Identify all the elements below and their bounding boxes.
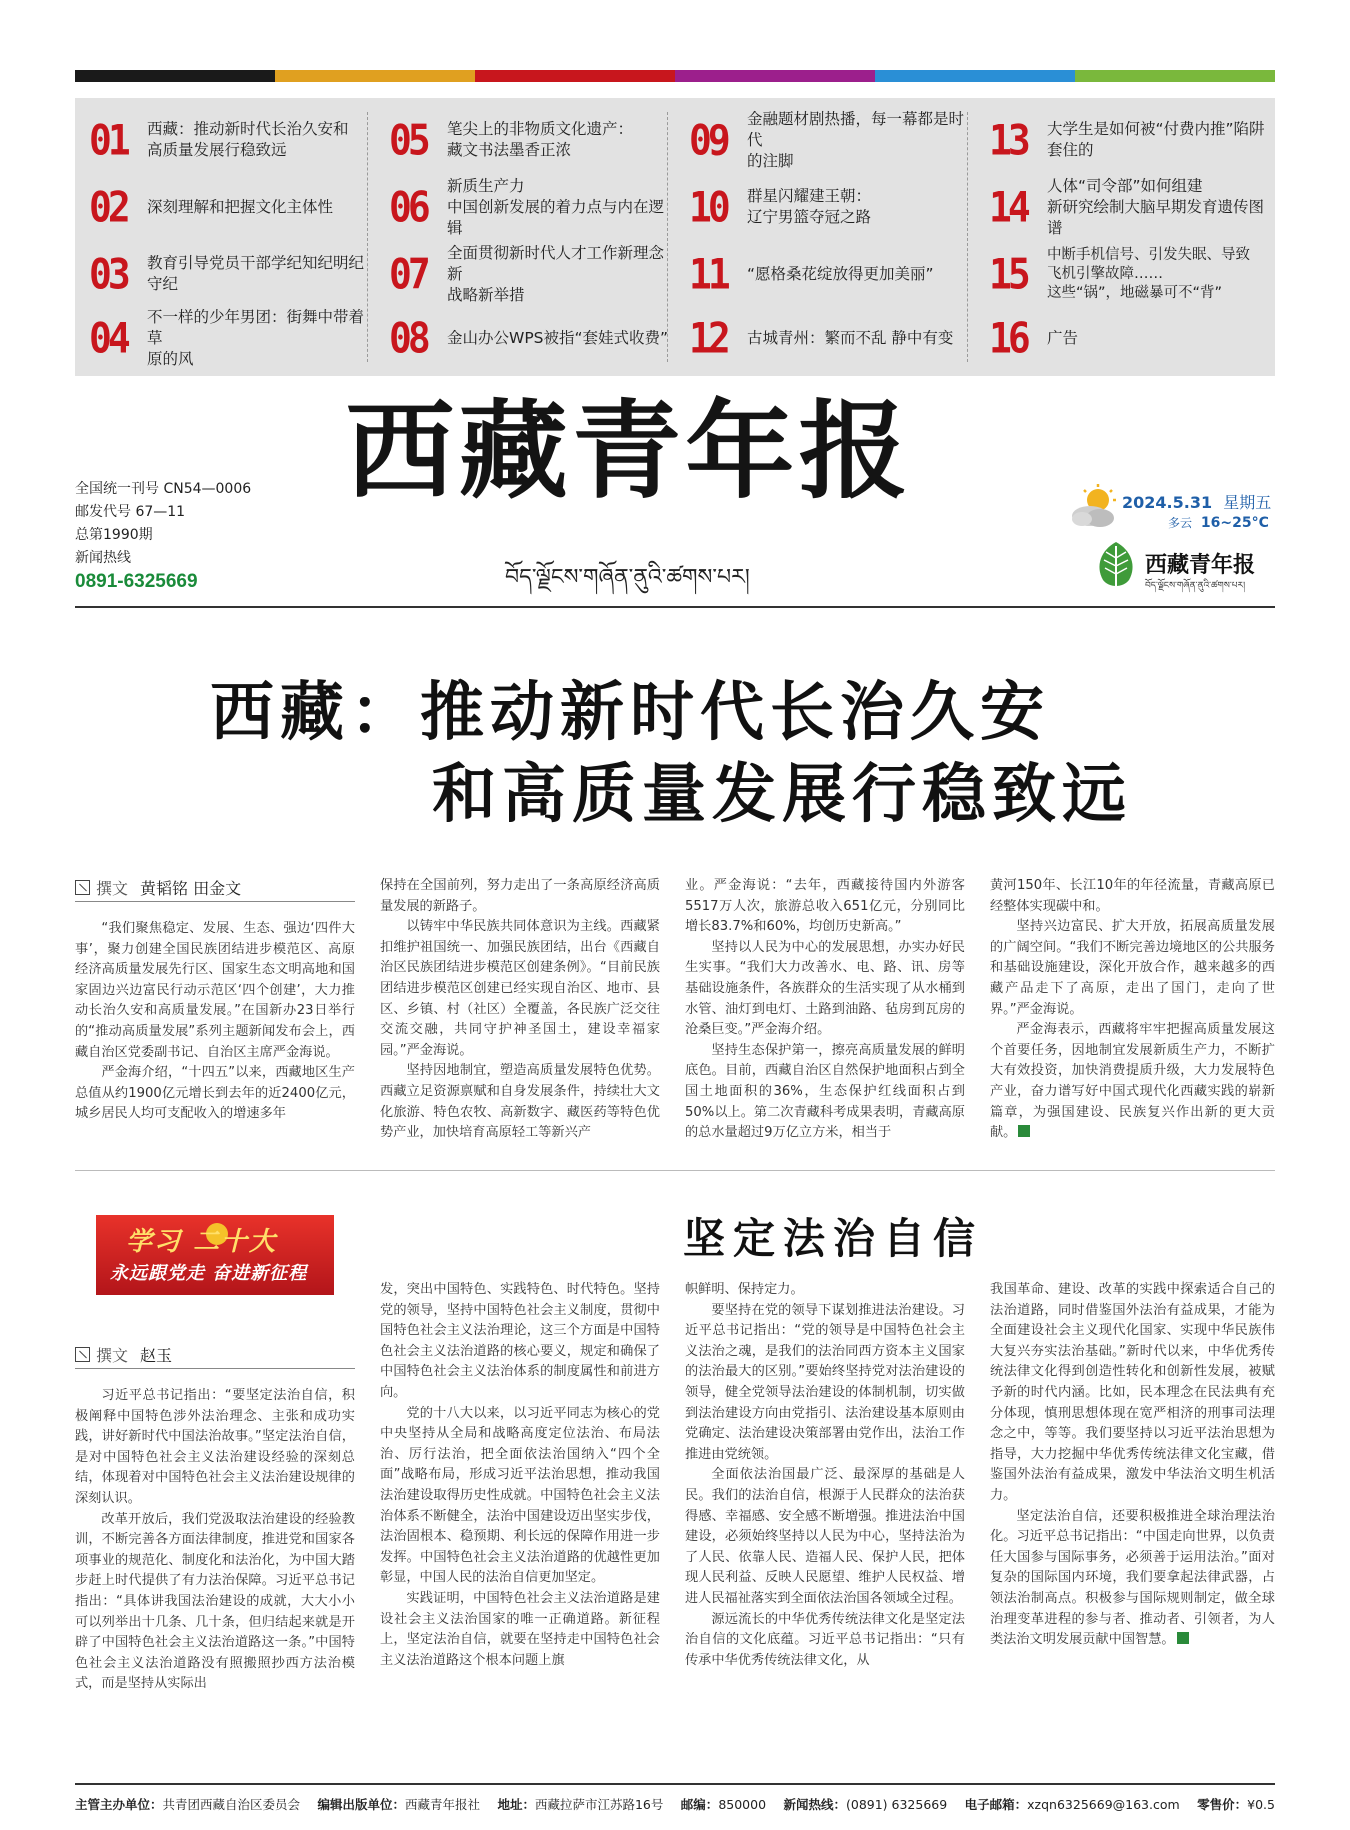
paragraph: 习近平总书记指出：“要坚定法治自信，积极阐释中国特色涉外法治理念、主张和成功实践，讲好新时代中国法治故事。”坚定法治自信，是对中国特色社会主义法治建设经验的深刻总结，体现着对中国特色社会主义法治建设规律的深刻认识。 [75,1388,355,1506]
toc-item[interactable] [989,110,1279,170]
color-segment [475,70,675,82]
paragraph: 帜鲜明、保持定力。 [685,1282,804,1297]
toc-column [375,110,675,366]
postal-code: 邮发代号 67—11 [75,504,186,520]
paragraph: 改革开放后，我们党汲取法治建设的经验教训，不断完善各方面法律制度，推进党和国家各项事业的规范化、制度化和法治化，为中国大踏步赶上时代提供了有力法治保障。习近平总书记指出：“具体讲我国法治建设的成就，大大小小可以列举出十几条、几十条，但归结起来就是开辟了中国特色社会主义法治道路这一条。”中国特色社会主义法治道路没有照搬照抄西方法治模式，而是坚持从实际出 [75,1511,355,1692]
front-headline [210,672,1220,836]
banner-line2: 永远跟党走 奋进新征程 [110,1263,308,1284]
toc-title: “愿格桑花绽放得更加美丽” [747,264,934,283]
footer-value: 共青团西藏自治区委员会 [162,1797,301,1812]
toc-page-number: 01 [89,115,127,165]
footer-item [317,1795,480,1813]
toc-divider [667,112,668,362]
toc-title: 不一样的少年男团：街舞中带着草 原的风 [147,307,365,368]
article1-byline [75,876,241,899]
toc-item[interactable] [389,244,679,304]
color-segment [1075,70,1275,82]
pen-icon [75,1347,90,1362]
toc-item[interactable] [89,244,379,304]
toc-title: 教育引导党员干部学纪知纪明纪 守纪 [147,254,365,293]
issue-date [1122,490,1271,513]
footer-value: ¥0.5 [1247,1797,1275,1812]
article1-column-1 [75,919,355,1125]
footer-value: 西藏拉萨市江苏路16号 [534,1797,664,1812]
end-mark-icon [1177,1632,1189,1644]
toc-title: 西藏：推动新时代长治久安和 高质量发展行稳致远 [147,120,349,159]
footer-label: 电子邮箱： [964,1797,1028,1812]
toc-item[interactable] [689,110,979,170]
toc-page-number: 03 [89,249,127,299]
paragraph: 保持在全国前列，努力走出了一条高原经济高质量发展的新路子。 [380,878,660,914]
toc-item[interactable] [89,308,379,368]
cloudy-sun-icon [1068,484,1120,530]
temperature-range: 16~25°C [1200,515,1269,531]
toc-page-number: 14 [989,182,1027,232]
toc-title: 大学生是如何被“付费内推”陷阱 套住的 [1047,120,1265,159]
footer-item [1197,1795,1275,1813]
paragraph: 严金海介绍，“十四五”以来，西藏地区生产总值从约1900亿元增长到去年的近2400亿元，城乡居民人均可支配收入的增速多年 [75,1065,355,1122]
color-segment [875,70,1075,82]
paragraph: 坚持因地制宜，塑造高质量发展特色优势。西藏立足资源禀赋和自身发展条件，持续壮大文化旅游、特色农牧、高新数字、藏医药等特色优势产业，加快培育高原轻工等新兴产 [380,1063,660,1141]
toc-title: 金山办公WPS被指“套娃式收费” [447,328,669,347]
byline-authors: 赵玉 [140,1346,173,1365]
footer-value: (0891) 6325669 [845,1797,948,1812]
toc-item[interactable] [389,308,679,368]
footer-info [75,1795,1275,1813]
paragraph: 源远流长的中华优秀传统法律文化是坚定法治自信的文化底蕴。习近平总书记指出：“只有传承中华优秀传统法律文化，从 [685,1611,965,1668]
toc-page-number: 09 [689,115,727,165]
footer-label: 零售价： [1197,1797,1248,1812]
issue-number: 总第1990期 [75,527,153,543]
headline-line1: 西藏：推动新时代长治久安 [210,676,1050,750]
top-color-bar [75,70,1275,82]
toc-page-number: 04 [89,313,127,363]
footer-item [965,1795,1180,1813]
footer-item [75,1795,300,1813]
issn: 全国统一刊号 CN54—0006 [75,481,252,497]
toc-title: 全面贯彻新时代人才工作新理念新 战略新举措 [447,243,665,304]
leaf-logo-icon [1093,540,1139,590]
toc-title: 中断手机信号、引发失眠、导致 飞机引擎故障…… 这些“锅”，地磁暴可不“背” [1047,246,1250,301]
toc-item[interactable] [389,110,679,170]
paragraph: 黄河150年、长江10年的年径流量，青藏高原已经整体实现碳中和。 [990,878,1275,914]
toc-column [975,110,1275,366]
paragraph: 要坚持在党的领导下谋划推进法治建设。习近平总书记指出：“党的领导是中国特色社会主义法治之魂，是我们的法治同西方资本主义国家的法治最大的区别。”要始终坚持党对法治建设的领导，健全党领导法治建设的体制机制，切实做到法治建设方向由党指引、法治建设基本原则由党确定、法治建设决策部署由党作出，法治工作推进由党统领。 [685,1302,965,1462]
article1-column-4 [990,876,1275,1144]
table-of-contents [75,98,1275,376]
weekday-text: 星期五 [1223,493,1272,512]
byline-label: 撰文 [96,1346,129,1365]
article2-column-4 [990,1280,1275,1651]
article2-column-3 [685,1280,965,1671]
toc-item[interactable] [989,244,1279,304]
paragraph: 严金海表示，西藏将牢牢把握高质量发展这个首要任务，因地制宜发展新质生产力，不断扩大有效投资，加快消费提质升级，大力发展特色产业，奋力谱写好中国式现代化西藏实践的崭新篇章，为强国建设、民族复兴作出新的更大贡献。 [990,1022,1275,1141]
toc-page-number: 12 [689,313,727,363]
publication-info [75,478,251,593]
toc-page-number: 15 [989,249,1027,299]
footer-item [497,1795,663,1813]
banner-line1: 学习 二十大 [126,1227,278,1257]
masthead-rule [75,606,1275,608]
color-segment [675,70,875,82]
toc-divider [367,112,368,362]
paragraph: 坚持以人民为中心的发展思想，办实办好民生实事。“我们大力改善水、电、路、讯、房等基础设施条件，各族群众的生活实现了从水桶到水管、油灯到电灯、土路到油路、毡房到瓦房的沧桑巨变。”严金海介绍。 [685,939,965,1038]
toc-item[interactable] [989,177,1279,237]
paragraph: 实践证明，中国特色社会主义法治道路是建设社会主义法治国家的唯一正确道路。新征程上，坚定法治自信，就要在坚持走中国特色社会主义法治道路这个根本问题上旗 [380,1590,660,1668]
toc-page-number: 16 [989,313,1027,363]
footer-item [783,1795,947,1813]
toc-item[interactable] [89,177,379,237]
article2-column-1 [75,1386,355,1695]
logo-text: 西藏青年报 [1145,552,1256,578]
toc-page-number: 06 [389,182,427,232]
hotline-number: 0891-6325669 [75,571,198,592]
masthead-title: 西藏青年报 [345,388,912,513]
date-text: 2024.5.31 [1122,493,1213,512]
toc-title: 金融题材剧热播，每一幕都是时代 的注脚 [747,109,965,170]
toc-item[interactable] [689,177,979,237]
study-banner [96,1215,334,1295]
headline-line2: 和高质量发展行稳致远 [432,758,1132,832]
toc-page-number: 08 [389,313,427,363]
byline-rule [75,1368,355,1369]
toc-page-number: 02 [89,182,127,232]
toc-item[interactable] [389,177,679,237]
toc-page-number: 11 [689,249,727,299]
byline-label: 撰文 [96,879,129,898]
toc-title: 人体“司令部”如何组建 新研究绘制大脑早期发育遗传图谱 [1047,176,1265,237]
toc-item[interactable] [89,110,379,170]
footer-value: 西藏青年报社 [404,1797,480,1812]
article1-column-3 [685,876,965,1144]
hotline-label: 新闻热线 [75,550,131,566]
toc-page-number: 05 [389,115,427,165]
article2-title: 坚定法治自信 [683,1214,984,1263]
footer-rule [75,1783,1275,1785]
footer-label: 新闻热线： [783,1797,846,1812]
toc-item[interactable] [689,244,979,304]
footer-value: xzqn6325669@163.com [1027,1797,1180,1812]
paragraph: 党的十八大以来，以习近平同志为核心的党中央坚持从全局和战略高度定位法治、布局法治、厉行法治，把全面依法治国纳入“四个全面”战略布局，形成习近平法治思想，推动我国法治建设取得历史性成就。中国特色社会主义法治体系不断健全，法治中国建设迈出坚实步伐，法治固根本、稳预期、利长远的保障作用进一步发挥。中国特色社会主义法治道路的优越性更加彰显，中国人民的法治自信更加坚定。 [380,1405,660,1586]
byline-rule [75,901,355,902]
footer-label: 地址： [497,1797,535,1812]
footer-value: 850000 [718,1797,767,1812]
footer-label: 邮编： [680,1797,719,1812]
color-segment [275,70,475,82]
toc-title: 广告 [1047,328,1079,347]
footer-label: 编辑出版单位： [317,1797,405,1812]
weather-condition: 多云 [1168,516,1193,530]
paragraph: “我们聚焦稳定、发展、生态、强边‘四件大事’，聚力创建全国民族团结进步模范区、高原经济高质量发展先行区、国家生态文明高地和国家固边兴边富民行动示范区‘四个创建’，大力推动长治久安和高质量发展。”在国新办23日举行的“推动高质量发展”系列主题新闻发布会上，西藏自治区党委副书记、自治区主席严金海说。 [75,921,355,1060]
toc-page-number: 10 [689,182,727,232]
toc-page-number: 07 [389,249,427,299]
toc-column [675,110,975,366]
paragraph: 坚持兴边富民、扩大开放，拓展高质量发展的广阔空间。“我们不断完善边境地区的公共服务和基础设施建设，深化开放合作，越来越多的西藏产品走下了高原，走出了国门，走向了世界。”严金海说。 [990,919,1275,1017]
article2-column-2 [380,1280,660,1671]
toc-column [75,110,375,366]
article1-column-2 [380,876,660,1144]
toc-title: 新质生产力 中国创新发展的着力点与内在逻辑 [447,176,665,237]
newspaper-logo [1093,540,1278,590]
toc-page-number: 13 [989,115,1027,165]
paragraph: 我国革命、建设、改革的实践中探索适合自己的法治道路，同时借鉴国外法治有益成果，才能为全面建设社会主义现代化国家、实现中华民族伟大复兴夯实法治基础。”新时代以来，中华优秀传统法律文化得到创造性转化和创新性发展，被赋予新的时代内涵。比如，民本理念在民法典有充分体现，慎刑思想体现在宽严相济的刑事司法理念之中，等等。我们要坚持以习近平法治思想为指导，大力挖掘中华优秀传统法律文化宝藏，借鉴国外法治有益成果，激发中华法治文明生机活力。 [990,1282,1275,1503]
paragraph: 业。严金海说：“去年，西藏接待国内外游客5517万人次，旅游总收入651亿元，分别同比增长83.7%和60%，均创历史新高。” [685,878,965,935]
article2-byline [75,1343,172,1366]
section-divider [75,1170,1275,1171]
logo-tibetan: བོད་ལྗོངས་གཞོན་ནུའི་ཚགས་པར། [1145,581,1246,591]
pen-icon [75,880,90,895]
color-segment [75,70,275,82]
toc-title: 深刻理解和把握文化主体性 [147,197,334,216]
toc-divider [967,112,968,362]
end-mark-icon [1018,1125,1030,1137]
weather-forecast [1168,514,1269,531]
masthead-tibetan: བོད་ལྗོངས་གཞོན་ནུའི་ཚགས་པར། [505,565,750,590]
toc-title: 笔尖上的非物质文化遗产： 藏文书法墨香正浓 [447,120,634,159]
toc-title: 群星闪耀建王朝： 辽宁男篮夺冠之路 [747,187,872,226]
paragraph: 以铸牢中华民族共同体意识为主线。西藏紧扣维护祖国统一、加强民族团结，出台《西藏自治区民族团结进步模范区创建条例》。“目前民族团结进步模范区创建已经实现自治区、地市、县区、乡镇、村（社区）全覆盖，各民族广泛交往交流交融，共同守护神圣国土，建设幸福家园。”严金海说。 [380,919,660,1058]
footer-item [681,1795,766,1813]
paragraph: 坚持生态保护第一，擦亮高质量发展的鲜明底色。目前，西藏自治区自然保护地面积占到全国土地面积的36%，生态保护红线面积占到50%以上。第二次青藏科考成果表明，青藏高原的总水量超过9万亿立方米，相当于 [685,1042,965,1141]
toc-item[interactable] [689,308,979,368]
byline-authors: 黄韬铭 田金文 [140,879,242,898]
toc-item[interactable] [989,308,1279,368]
paragraph: 全面依法治国最广泛、最深厚的基础是人民。我们的法治自信，根源于人民群众的法治获得感、幸福感、安全感不断增强。推进法治中国建设，必须始终坚持以人民为中心，坚持法治为了人民、依靠人民、造福人民、保护人民，把体现人民利益、反映人民愿望、维护人民权益、增进人民福祉落实到全面依法治国各领域全过程。 [685,1467,965,1606]
footer-label: 主管主办单位： [75,1797,163,1812]
toc-title: 古城青州：繁而不乱 静中有变 [747,328,954,347]
paragraph: 坚定法治自信，还要积极推进全球治理法治化。习近平总书记指出：“中国走向世界，以负责任大国参与国际事务，必须善于运用法治。”面对复杂的国际国内环境，我们要拿起法律武器，占领法治制高点。积极参与国际规则制定，做全球治理变革进程的参与者、推动者、引领者，为人类法治文明发展贡献中国智慧。 [990,1508,1275,1648]
paragraph: 发，突出中国特色、实践特色、时代特色。坚持党的领导，坚持中国特色社会主义制度，贯彻中国特色社会主义法治理论，这三个方面是中国特色社会主义法治道路的核心要义，规定和确保了中国特色社会主义法治体系的制度属性和前进方向。 [380,1282,660,1400]
